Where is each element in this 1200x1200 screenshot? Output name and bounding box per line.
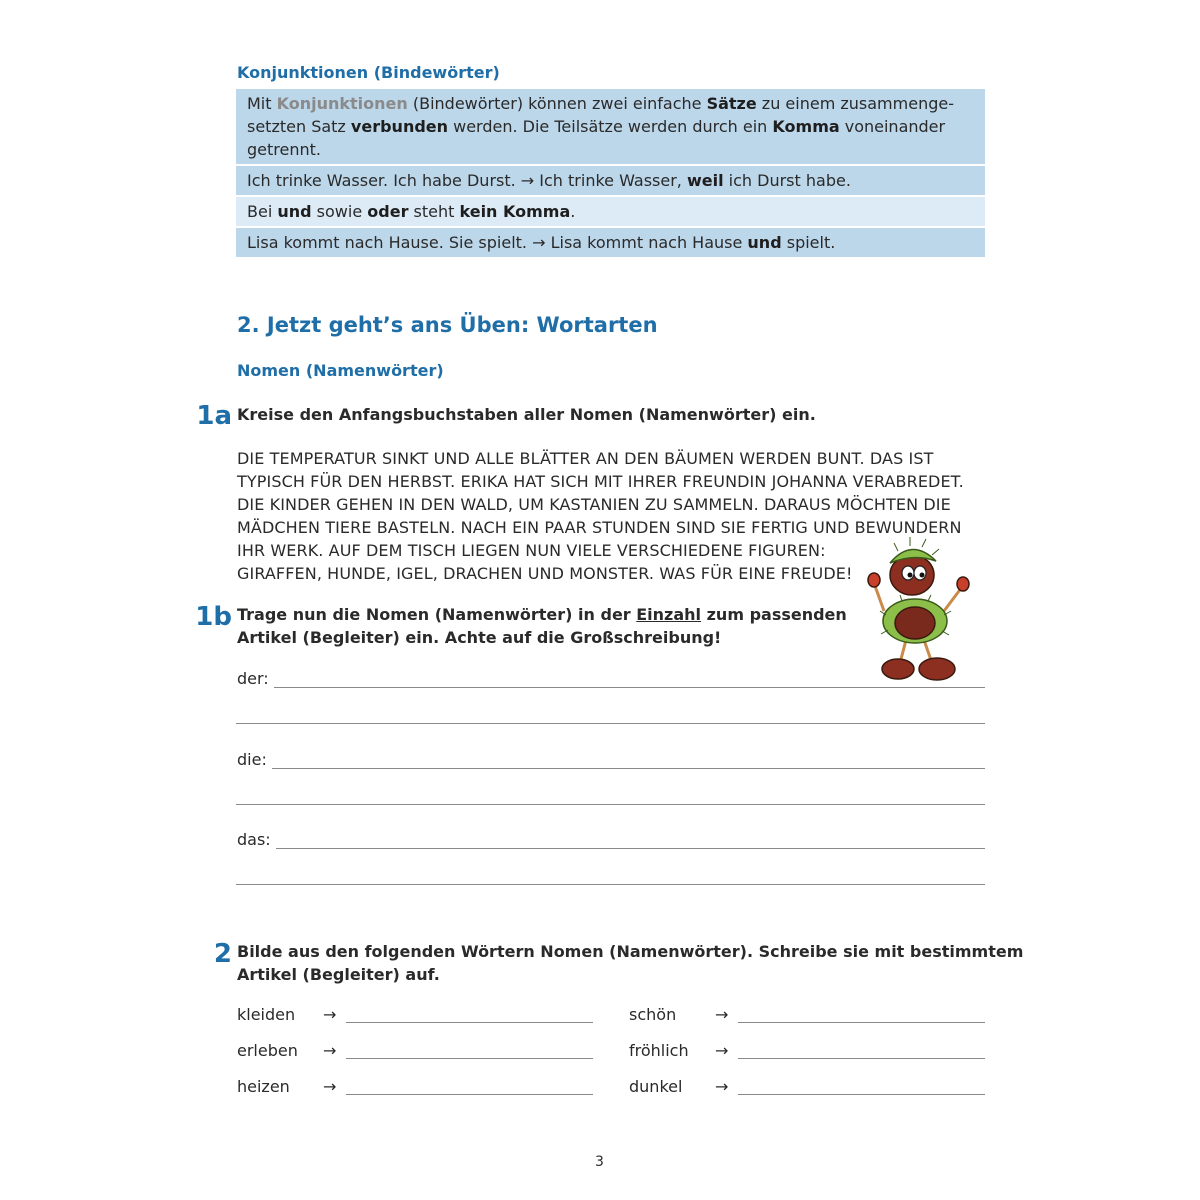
arrow-right-icon: → [323, 1041, 337, 1060]
label-das: das: [237, 830, 271, 849]
info-row-definition [236, 89, 985, 166]
bold-term: weil [686, 171, 724, 190]
text-span: spielt. [781, 233, 836, 252]
bold-term: und [277, 202, 312, 221]
task-1a-text [237, 447, 964, 585]
arrow-right-icon: → [323, 1077, 337, 1096]
text-line: Artikel (Begleiter) ein. Achte auf die Großschreibung! [237, 628, 722, 647]
text-span: steht [408, 202, 460, 221]
arrow-right-icon: → [323, 1005, 337, 1024]
answer-line-der-2[interactable] [236, 723, 985, 724]
section-subtitle: Nomen (Namenwörter) [237, 361, 444, 380]
arrow-right-icon: → [715, 1005, 729, 1024]
bold-term: kein Komma [459, 202, 571, 221]
label-der: der: [237, 669, 269, 688]
text-line: IHR WERK. AUF DEM TISCH LIEGEN NUN VIELE VERSCHIEDENE FIGUREN: [237, 541, 826, 560]
text-line: Bilde aus den folgenden Wörtern Nomen (Namenwörter). Schreibe sie mit bestimmtem [237, 942, 1024, 961]
chestnut-figure-icon [862, 535, 974, 685]
bold-term: Komma [772, 117, 840, 136]
section-title: 2. Jetzt geht’s ans Üben: Wortarten [237, 313, 658, 337]
text-span: voneinander [839, 117, 946, 136]
info-row-rule [236, 197, 985, 228]
text-span: Mit [247, 94, 277, 113]
word-left-1: kleiden [237, 1005, 296, 1024]
answer-line-right-3[interactable] [738, 1094, 985, 1095]
answer-line-right-1[interactable] [738, 1022, 985, 1023]
info-row-example-und [236, 228, 985, 257]
answer-line-right-2[interactable] [738, 1058, 985, 1059]
text-span: sowie [311, 202, 368, 221]
answer-line-das[interactable] [276, 848, 985, 849]
answer-line-der[interactable] [274, 687, 985, 688]
task-1b-instruction [237, 603, 847, 649]
text-span: setzten Satz [247, 117, 351, 136]
text-span: Trage nun die Nomen (Namenwörter) in der [237, 605, 637, 624]
text-line: MÄDCHEN TIERE BASTELN. NACH EIN PAAR STUNDEN SIND SIE FERTIG UND BEWUNDERN [237, 518, 962, 537]
task-1a-instruction: Kreise den Anfangsbuchstaben aller Nomen (Namenwörter) ein. [237, 405, 816, 424]
text-line: DIE TEMPERATUR SINKT UND ALLE BLÄTTER AN DEN BÄUMEN WERDEN BUNT. DAS IST [237, 449, 934, 468]
label-die: die: [237, 750, 267, 769]
text-line: DIE KINDER GEHEN IN DEN WALD, UM KASTANIEN ZU SAMMELN. DARAUS MÖCHTEN DIE [237, 495, 951, 514]
text-span: Bei [247, 202, 278, 221]
answer-line-das-2[interactable] [236, 884, 985, 885]
answer-line-left-3[interactable] [346, 1094, 593, 1095]
answer-line-left-2[interactable] [346, 1058, 593, 1059]
text-span: Lisa kommt nach Hause. Sie spielt. → Lisa kommt nach Hause [247, 233, 748, 252]
bold-term: verbunden [350, 117, 449, 136]
text-span: zum passenden [701, 605, 847, 624]
word-left-2: erleben [237, 1041, 298, 1060]
task-number-1a: 1a [196, 401, 232, 431]
task-number-2: 2 [213, 939, 232, 969]
highlight-term: Konjunktionen [276, 94, 408, 113]
text-line: TYPISCH FÜR DEN HERBST. ERIKA HAT SICH MIT IHRER FREUNDIN JOHANNA VERABREDET. [237, 472, 964, 491]
task-2-instruction [237, 940, 1023, 986]
text-span: zu einem zusammenge- [756, 94, 954, 113]
word-left-3: heizen [237, 1077, 290, 1096]
bold-term: oder [367, 202, 409, 221]
text-span: ich Durst habe. [723, 171, 851, 190]
info-box-title: Konjunktionen (Bindewörter) [237, 63, 500, 82]
info-row-example-weil [236, 166, 985, 197]
answer-line-die[interactable] [272, 768, 985, 769]
bold-term: Sätze [706, 94, 757, 113]
word-right-3: dunkel [629, 1077, 683, 1096]
text-span: Ich trinke Wasser. Ich habe Durst. → Ich trinke Wasser, [247, 171, 687, 190]
text-line: getrennt. [247, 140, 321, 159]
underlined-term: Einzahl [636, 605, 702, 624]
bold-term: und [747, 233, 782, 252]
arrow-right-icon: → [715, 1077, 729, 1096]
word-right-2: fröhlich [629, 1041, 689, 1060]
info-box [236, 89, 985, 257]
page-number: 3 [595, 1154, 604, 1170]
text-span: . [570, 202, 576, 221]
task-number-1b: 1b [195, 602, 232, 632]
answer-line-die-2[interactable] [236, 804, 985, 805]
arrow-right-icon: → [715, 1041, 729, 1060]
text-span: werden. Die Teilsätze werden durch ein [448, 117, 773, 136]
text-line: GIRAFFEN, HUNDE, IGEL, DRACHEN UND MONSTER. WAS FÜR EINE FREUDE! [237, 564, 853, 583]
text-span: (Bindewörter) können zwei einfache [407, 94, 707, 113]
word-right-1: schön [629, 1005, 677, 1024]
text-line: Artikel (Begleiter) auf. [237, 965, 440, 984]
answer-line-left-1[interactable] [346, 1022, 593, 1023]
